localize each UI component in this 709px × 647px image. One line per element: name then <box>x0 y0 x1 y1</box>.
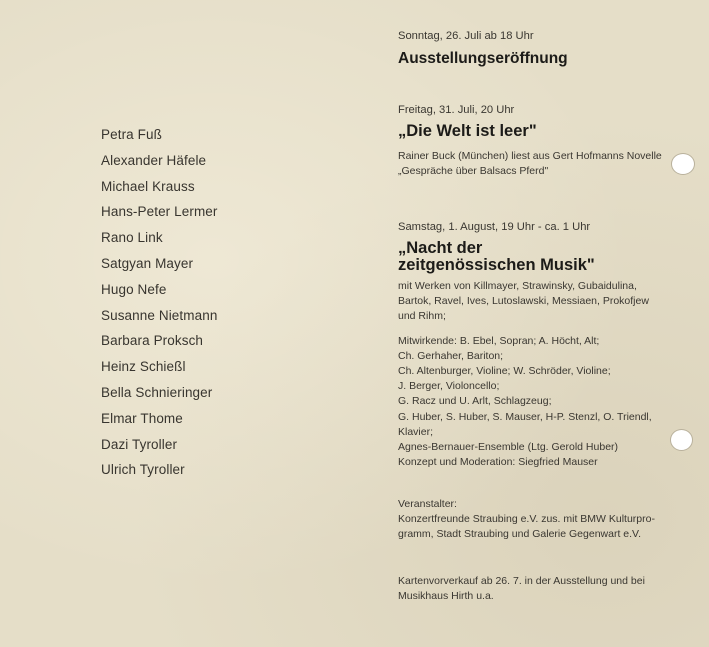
performers-list <box>398 334 652 471</box>
text-line: G. Racz und U. Arlt, Schlagzeug; <box>398 395 552 408</box>
event-title: „Nacht der <box>398 239 483 257</box>
works-list <box>398 279 652 325</box>
participant-name: Petra Fuß <box>101 127 162 142</box>
text-line: Musikhaus Hirth u.a. <box>398 590 494 603</box>
event-description: Rainer Buck (München) liest aus Gert Hofmanns Novelle <box>398 150 662 162</box>
participant-name: Dazi Tyroller <box>101 436 178 452</box>
text-line: Klavier; <box>398 425 434 438</box>
text-line: Kartenvorverkauf ab 26. 7. in der Ausstellung und bei <box>398 575 645 587</box>
text-line: Agnes-Bernauer-Ensemble (Ltg. Gerold Huber) <box>398 441 619 454</box>
text-line: Konzertfreunde Straubing e.V. zus. mit BMW Kulturpro- <box>398 513 655 526</box>
participant-name: Satgyan Mayer <box>101 255 194 271</box>
event-date: Samstag, 1. August, 19 Uhr - ca. 1 Uhr <box>398 221 591 233</box>
participant-name: Michael Krauss <box>101 178 195 194</box>
participant-name: Elmar Thome <box>101 410 183 426</box>
punch-hole <box>671 153 695 175</box>
text-line: Mitwirkende: B. Ebel, Sopran; A. Höcht, Alt; <box>398 334 600 347</box>
participant-name: Heinz Schießl <box>101 359 186 375</box>
text-line: Ch. Altenburger, Violine; W. Schröder, Violine; <box>398 365 611 378</box>
event-title: zeitgenössischen Musik" <box>398 256 595 274</box>
event-date: Sonntag, 26. Juli ab 18 Uhr <box>398 30 534 42</box>
presale-block <box>398 574 645 604</box>
participant-name: Ulrich Tyroller <box>101 462 185 478</box>
event-reading <box>398 104 662 179</box>
participant-name: Susanne Nietmann <box>101 307 218 323</box>
event-date: Freitag, 31. Juli, 20 Uhr <box>398 104 515 116</box>
participant-list <box>101 122 218 483</box>
text-line: Konzept und Moderation: Siegfried Mauser <box>398 456 598 469</box>
text-line: G. Huber, S. Huber, S. Mauser, H-P. Stenzl, O. Triendl, <box>398 410 652 423</box>
participant-name: Bella Schnieringer <box>101 384 213 400</box>
text-line: gramm, Stadt Straubing und Galerie Gegenwart e.V. <box>398 528 641 541</box>
participant-name: Alexander Häfele <box>101 152 207 168</box>
participant-name: Rano Link <box>101 230 163 246</box>
text-line: J. Berger, Violoncello; <box>398 380 500 393</box>
event-description: „Gespräche über Balsacs Pferd" <box>398 165 549 178</box>
event-opening <box>398 30 568 67</box>
event-title: „Die Welt ist leer" <box>398 122 537 140</box>
event-music-night <box>398 221 652 470</box>
participant-name: Barbara Proksch <box>101 333 204 349</box>
text-line: Veranstalter: <box>398 498 457 510</box>
organizer-block <box>398 497 655 543</box>
text-line: und Rihm; <box>398 310 446 323</box>
text-line: mit Werken von Killmayer, Strawinsky, Gubaidulina, <box>398 280 637 292</box>
text-line: Ch. Gerhaher, Bariton; <box>398 349 504 362</box>
text-line: Bartok, Ravel, Ives, Lutoslawski, Messiaen, Prokofjew <box>398 295 649 308</box>
participant-name: Hugo Nefe <box>101 281 167 297</box>
punch-hole <box>670 429 693 451</box>
participant-name: Hans-Peter Lermer <box>101 204 218 220</box>
event-title: Ausstellungseröffnung <box>398 50 568 67</box>
